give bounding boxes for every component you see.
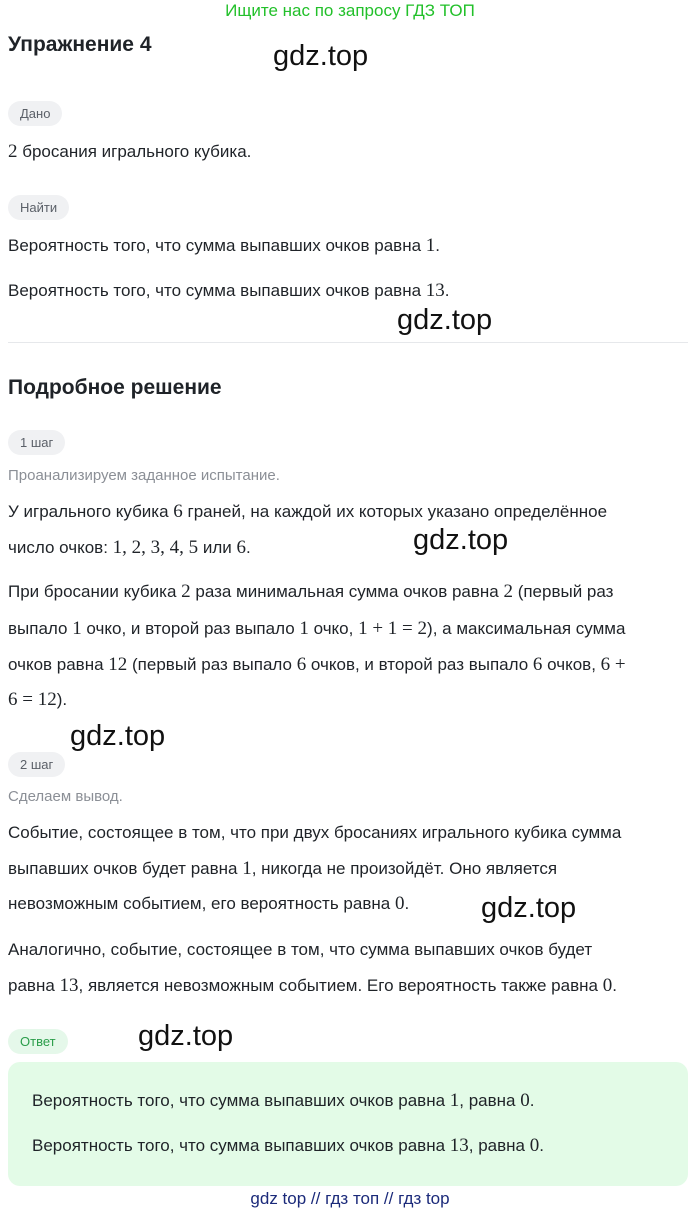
footer-links[interactable]: gdz top // гдз топ // гдз top [250,1189,450,1208]
given-section [8,101,62,126]
math-number: 6 [532,654,543,675]
text-fragment: , является невозможным событием. Его вероятность также равна [78,976,603,995]
page-title: Упражнение 4 [8,33,152,56]
answer-section [8,1029,68,1054]
math-number: 6 [296,654,307,675]
answer-line-2: Вероятность того, что сумма выпавших очков равна 13, равна 0. [32,1135,544,1156]
text-fragment: (первый раз выпало [127,655,297,674]
text-fragment: Вероятность того, что сумма выпавших очков равна [8,281,426,300]
text-fragment: Вероятность того, что сумма выпавших очков равна [8,236,426,255]
step-2-paragraph-1-line-2 [8,851,688,887]
math-number: 0 [529,1135,540,1156]
step-1 [8,430,65,455]
text-fragment: граней, на каждой их которых указано определённое [182,502,608,521]
watermark: gdz.top [413,524,509,556]
given-text [8,134,688,170]
text-fragment: Событие, состоящее в том, что при двух бросаниях игрального кубика сумма [8,823,622,842]
math-number: 1 [72,618,82,639]
math-number: 1 [299,618,309,639]
find-line-1: Вероятность того, что сумма выпавших очков равна 1. [8,235,440,256]
text-fragment: Вероятность того, что сумма выпавших очков равна [32,1091,450,1110]
text-fragment: очко, [308,619,359,638]
math-number: 0 [394,893,405,914]
answer-box [8,1062,688,1186]
text-fragment: У игрального кубика [8,502,174,521]
math-number: 13 [449,1135,469,1156]
text-fragment: , никогда не произойдёт. Оно является [251,859,558,878]
math-number: 2 [181,581,191,602]
text-fragment: бросания игрального кубика. [17,142,252,161]
text-fragment: Аналогично, событие, состоящее в том, что сумма выпавших очков будет [8,940,593,959]
math-number: 13 [59,975,79,996]
math-equation: 6 = 12 [8,689,57,710]
math-number: 1 [425,235,436,256]
text-fragment: (первый раз [512,582,614,601]
text-fragment: очков, [542,655,601,674]
solution-heading: Подробное решение [8,376,222,399]
watermark: gdz.top [138,1020,234,1052]
find-chip: Найти [8,195,69,220]
text-fragment: невозможным событием, его вероятность равна [8,894,395,913]
math-number: 2 [503,581,513,602]
text-fragment: выпало [8,619,73,638]
text-fragment: равна [8,976,60,995]
step-1-paragraph-2-line-1 [8,574,688,610]
given-chip: Дано [8,101,62,126]
text-fragment: , равна [468,1136,530,1155]
math-number: 12 [108,654,128,675]
math-equation: 1 + 1 = 2 [358,618,428,639]
math-number: 0 [520,1090,530,1111]
math-number: 1 [449,1090,460,1111]
step-2-note: Сделаем вывод. [8,788,123,805]
text-fragment: , равна [459,1091,521,1110]
answer-chip: Ответ [8,1029,68,1054]
watermark: gdz.top [481,892,577,924]
step-1-paragraph-1-line-2: число очков: 1, 2, 3, 4, 5 или 6. [8,537,251,558]
text-fragment: Вероятность того, что сумма выпавших очков равна [32,1136,450,1155]
text-fragment: очков, и второй раз выпало [306,655,533,674]
find-line-2: Вероятность того, что сумма выпавших очков равна 13. [8,280,450,301]
math-number: 1, 2, 3, 4, 5 [112,537,199,558]
math-number: 0 [602,975,613,996]
step-chip: 1 шаг [8,430,65,455]
step-1-paragraph-2-line-4: 6 = 12). [8,689,68,710]
step-2-paragraph-1-line-1 [8,815,688,851]
text-fragment: При бросании кубика [8,582,182,601]
answer-line-1: Вероятность того, что сумма выпавших очков равна 1, равна 0. [32,1090,535,1111]
text-fragment: раза минимальная сумма очков равна [190,582,504,601]
math-number: 2 [8,141,18,162]
text-fragment: выпавших очков будет равна [8,859,243,878]
math-number: 13 [425,280,445,301]
find-section [8,195,69,220]
text-fragment: или [198,538,237,557]
step-1-note: Проанализируем заданное испытание. [8,467,280,484]
watermark: gdz.top [70,720,166,752]
text-fragment: число очков: [8,538,113,557]
math-number: 1 [242,858,252,879]
text-fragment: ), а максимальная сумма [427,619,626,638]
text-fragment: очков равна [8,655,109,674]
step-2-paragraph-1-line-3: невозможным событием, его вероятность равна 0. [8,893,410,914]
step-2 [8,752,65,777]
step-2-paragraph-2-line-2: равна 13, является невозможным событием. Его вероятность также равна 0. [8,975,617,996]
step-chip: 2 шаг [8,752,65,777]
top-banner-link[interactable]: Ищите нас по запросу ГДЗ ТОП [225,1,475,20]
step-2-paragraph-2-line-1 [8,932,688,968]
watermark: gdz.top [273,40,369,72]
text-fragment: очко, и второй раз выпало [81,619,300,638]
math-equation: 6 + [600,654,626,675]
math-number: 6 [173,501,183,522]
step-1-paragraph-2-line-2 [8,611,688,647]
section-divider [8,342,688,343]
math-number: 6 [236,537,246,558]
step-1-paragraph-1-line-1 [8,494,688,530]
step-1-paragraph-2-line-3 [8,647,688,683]
watermark: gdz.top [397,304,493,336]
